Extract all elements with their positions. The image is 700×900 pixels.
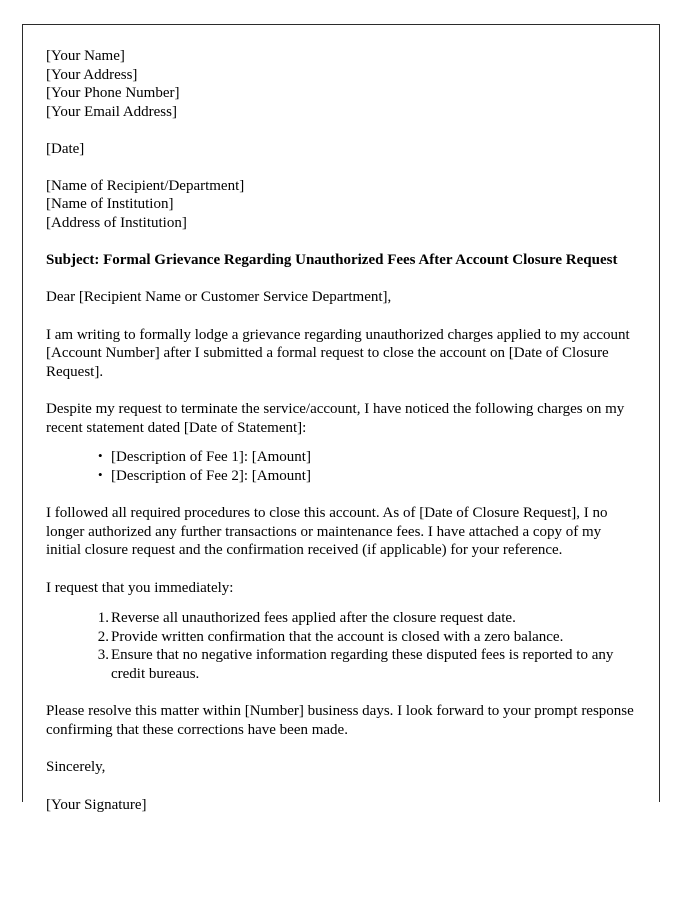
paragraph-procedures-followed: I followed all required procedures to close this account. As of [Date of Closure Request], I no longer authorized any further transactions or maintenance fees. I have attached a copy of my initial closure request and the confirmation received (if applicable) for your reference. bbox=[46, 505, 608, 558]
recipient-address-block bbox=[46, 177, 635, 233]
recipient-institution: [Name of Institution] bbox=[46, 196, 174, 212]
list-item: • [Description of Fee 1]: [Amount] bbox=[46, 448, 635, 467]
sender-address-block bbox=[46, 47, 635, 121]
recipient-institution-address: [Address of Institution] bbox=[46, 214, 187, 231]
sender-address: [Your Address] bbox=[46, 66, 138, 83]
sender-name: [Your Name] bbox=[46, 48, 125, 64]
spacer-after-sender bbox=[46, 121, 635, 140]
spacer-after-date bbox=[46, 158, 635, 177]
paragraph-grievance-intro: I am writing to formally lodge a grievance regarding unauthorized charges applied to my account [Account Number] after I submitted a formal request to close the account on [Date of Closure Request]. bbox=[46, 326, 630, 380]
subject-line: Subject: Formal Grievance Regarding Unauthorized Fees After Account Closure Request bbox=[46, 252, 618, 268]
date-block bbox=[46, 140, 635, 159]
paragraph-charges-intro: Despite my request to terminate the service/account, I have noticed the following charges on my recent statement dated [Date of Statement]: bbox=[46, 401, 625, 436]
date-line: [Date] bbox=[46, 140, 85, 157]
document-body bbox=[23, 25, 659, 814]
request-intro: I request that you immediately: bbox=[46, 579, 234, 596]
closing-line: Sincerely, bbox=[46, 759, 106, 775]
list-item: Reverse all unauthorized fees applied after the closure request date. bbox=[111, 610, 516, 626]
document-page bbox=[22, 24, 660, 813]
recipient-name: [Name of Recipient/Department] bbox=[46, 177, 245, 194]
list-item: Provide written confirmation that the account is closed with a zero balance. bbox=[111, 628, 564, 645]
list-item: Ensure that no negative information regarding these disputed fees is reported to any credit bureaus. bbox=[111, 647, 614, 682]
paragraph-resolution-deadline: Please resolve this matter within [Number] business days. I look forward to your prompt response confirming that these corrections have been made. bbox=[46, 703, 634, 738]
sender-phone: [Your Phone Number] bbox=[46, 85, 180, 101]
list-item: • [Description of Fee 2]: [Amount] bbox=[46, 467, 635, 486]
salutation: Dear [Recipient Name or Customer Service Department], bbox=[46, 289, 392, 305]
request-list bbox=[46, 609, 635, 683]
signature-line: [Your Signature] bbox=[46, 796, 147, 813]
sender-email: [Your Email Address] bbox=[46, 103, 177, 120]
fee-list bbox=[46, 448, 635, 485]
